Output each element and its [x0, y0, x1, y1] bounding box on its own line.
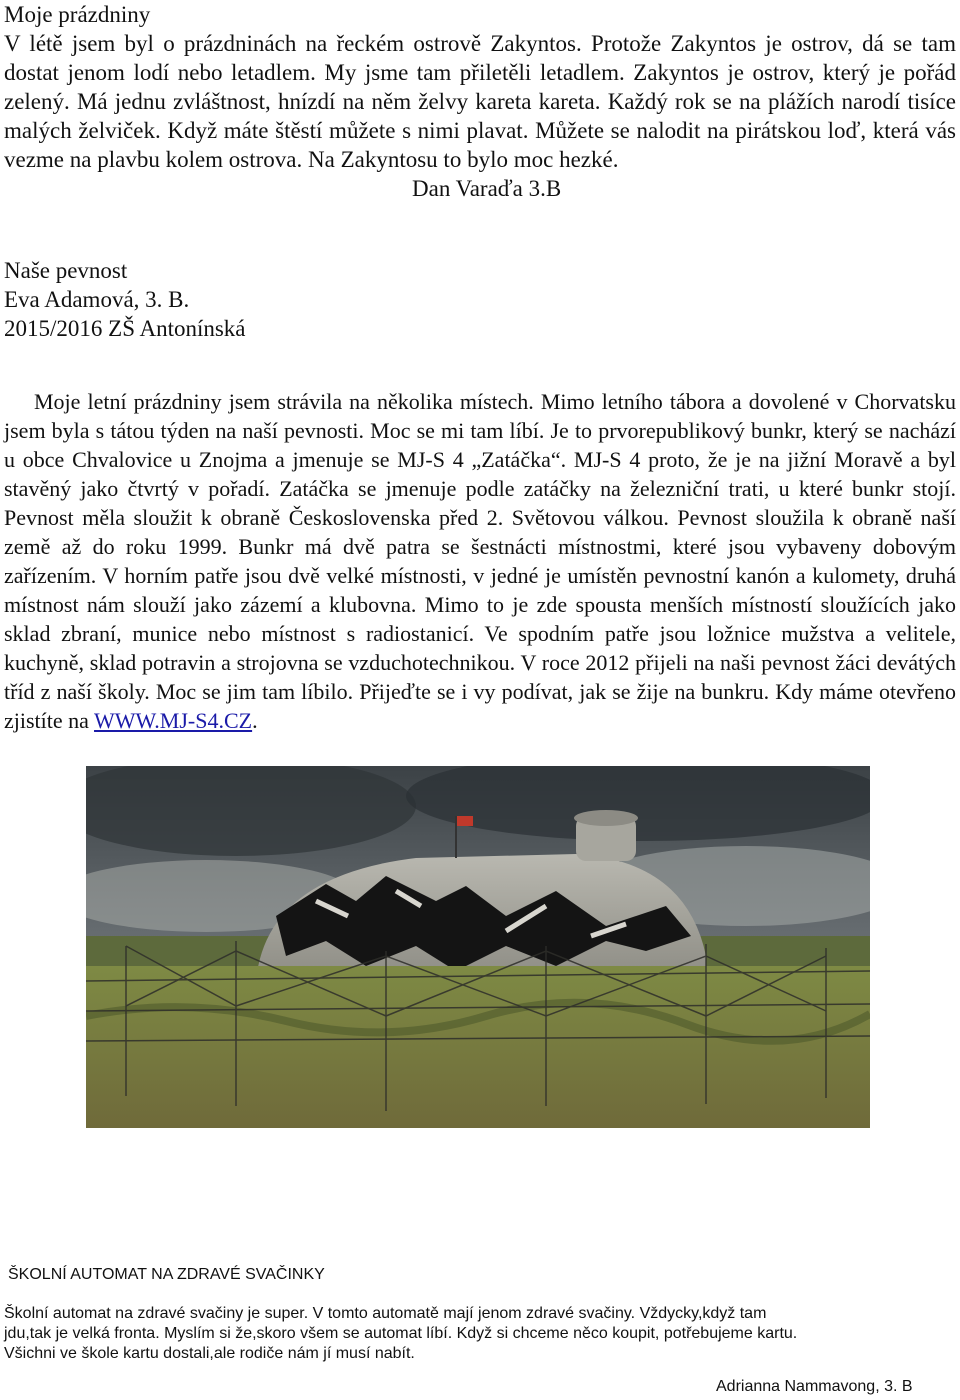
article-school: 2015/2016 ZŠ Antonínská: [4, 316, 246, 341]
article-vacation: [4, 0, 956, 203]
article-author: Eva Adamová, 3. B.: [4, 287, 190, 312]
article-author: Adrianna Nammavong, 3. B: [716, 1378, 913, 1395]
article-vending-machine: [4, 1266, 956, 1395]
article-body-end: .: [252, 708, 258, 733]
article-body: V létě jsem byl o prázdninách na řeckém ostrově Zakyntos. Protože Zakyntos je ostrov, dá se tam dostat jenom lodí nebo letadlem. My jsme tam přiletěli letadlem. Zakyntos je ostrov, který je pořád zelený. Má jednu zvláštnost, hnízdí na něm želvy kareta kareta. Každý rok se na plážích narodí tisíce malých želviček. Když máte štěstí můžete s nimi plavat. Můžete se nalodit na pirátskou loď, která vás vezme na plavbu kolem ostrova. Na Zakyntosu to bylo moc hezké.: [4, 31, 956, 172]
article-line: jdu,tak je velká fronta. Myslím si že,skoro všem se automat líbí. Když si chceme něco koupit, potřebujeme kartu.: [4, 1325, 798, 1342]
bunker-photo: [86, 766, 870, 1128]
article-body: [4, 1304, 956, 1364]
article-line: Školní automat na zdravé svačiny je super. V tomto automatě mají jenom zdravé svačiny. Vždycky,když tam: [4, 1305, 767, 1322]
article-fortress: [4, 256, 956, 735]
article-body-text: Moje letní prázdniny jsem strávila na několika místech. Mimo letního tábora a dovolené v Chorvatsku jsem byla s tátou týden na naší pevnosti. Moc se mi tam líbí. Je to prvorepublikový bunkr, který se nachází u obce Chvalovice u Znojma a jmenuje se MJ-S 4 „Zatáčka“. MJ-S 4 proto, že je na jižní Moravě a byl stavěný jako čtvrtý v pořadí. Zatáčka se jmenuje podle zatáčky na železniční trati, u které bunkr stojí. Pevnost měla sloužit k obraně Československa před 2. Světovou válkou. Pevnost sloužila k obraně naší země až do roku 1999. Bunkr má dvě patra se šestnácti místnostmi, které jsou vybaveny dobovým zařízením. V horním patře jsou dvě velké místnosti, v jedné je umístěn pevnostní kanón a kulomety, druhá místnost nám slouží jako zázemí a klubovna. Mimo to je zde spousta menších místností sloužících jako sklad zbraní, munice nebo místnost s radiostanicí. Ve spodním patře jsou ložnice mužstva a velitele, kuchyně, sklad potravin a strojovna se vzduchotechnikou. V roce 2012 přijeli na naši pevnost žáci devátých tříd z naší školy. Moc se jim tam líbilo. Přijeďte se i vy podívat, jak se žije na bunkru. Kdy máme otevřeno zjistíte na: [4, 389, 956, 733]
article-title: Moje prázdniny: [4, 2, 151, 27]
website-link[interactable]: WWW.MJ-S4.CZ: [94, 708, 253, 733]
article-line: Všichni ve škole kartu dostali,ale rodiče nám jí musí nabít.: [4, 1345, 415, 1362]
article-body: [4, 387, 956, 735]
article-title: Naše pevnost: [4, 258, 128, 283]
bunker-photo-graphic: [86, 766, 870, 1128]
article-title: ŠKOLNÍ AUTOMAT NA ZDRAVÉ SVAČINKY: [8, 1266, 325, 1283]
article-signature: Dan Varaďa 3.B: [412, 176, 562, 201]
